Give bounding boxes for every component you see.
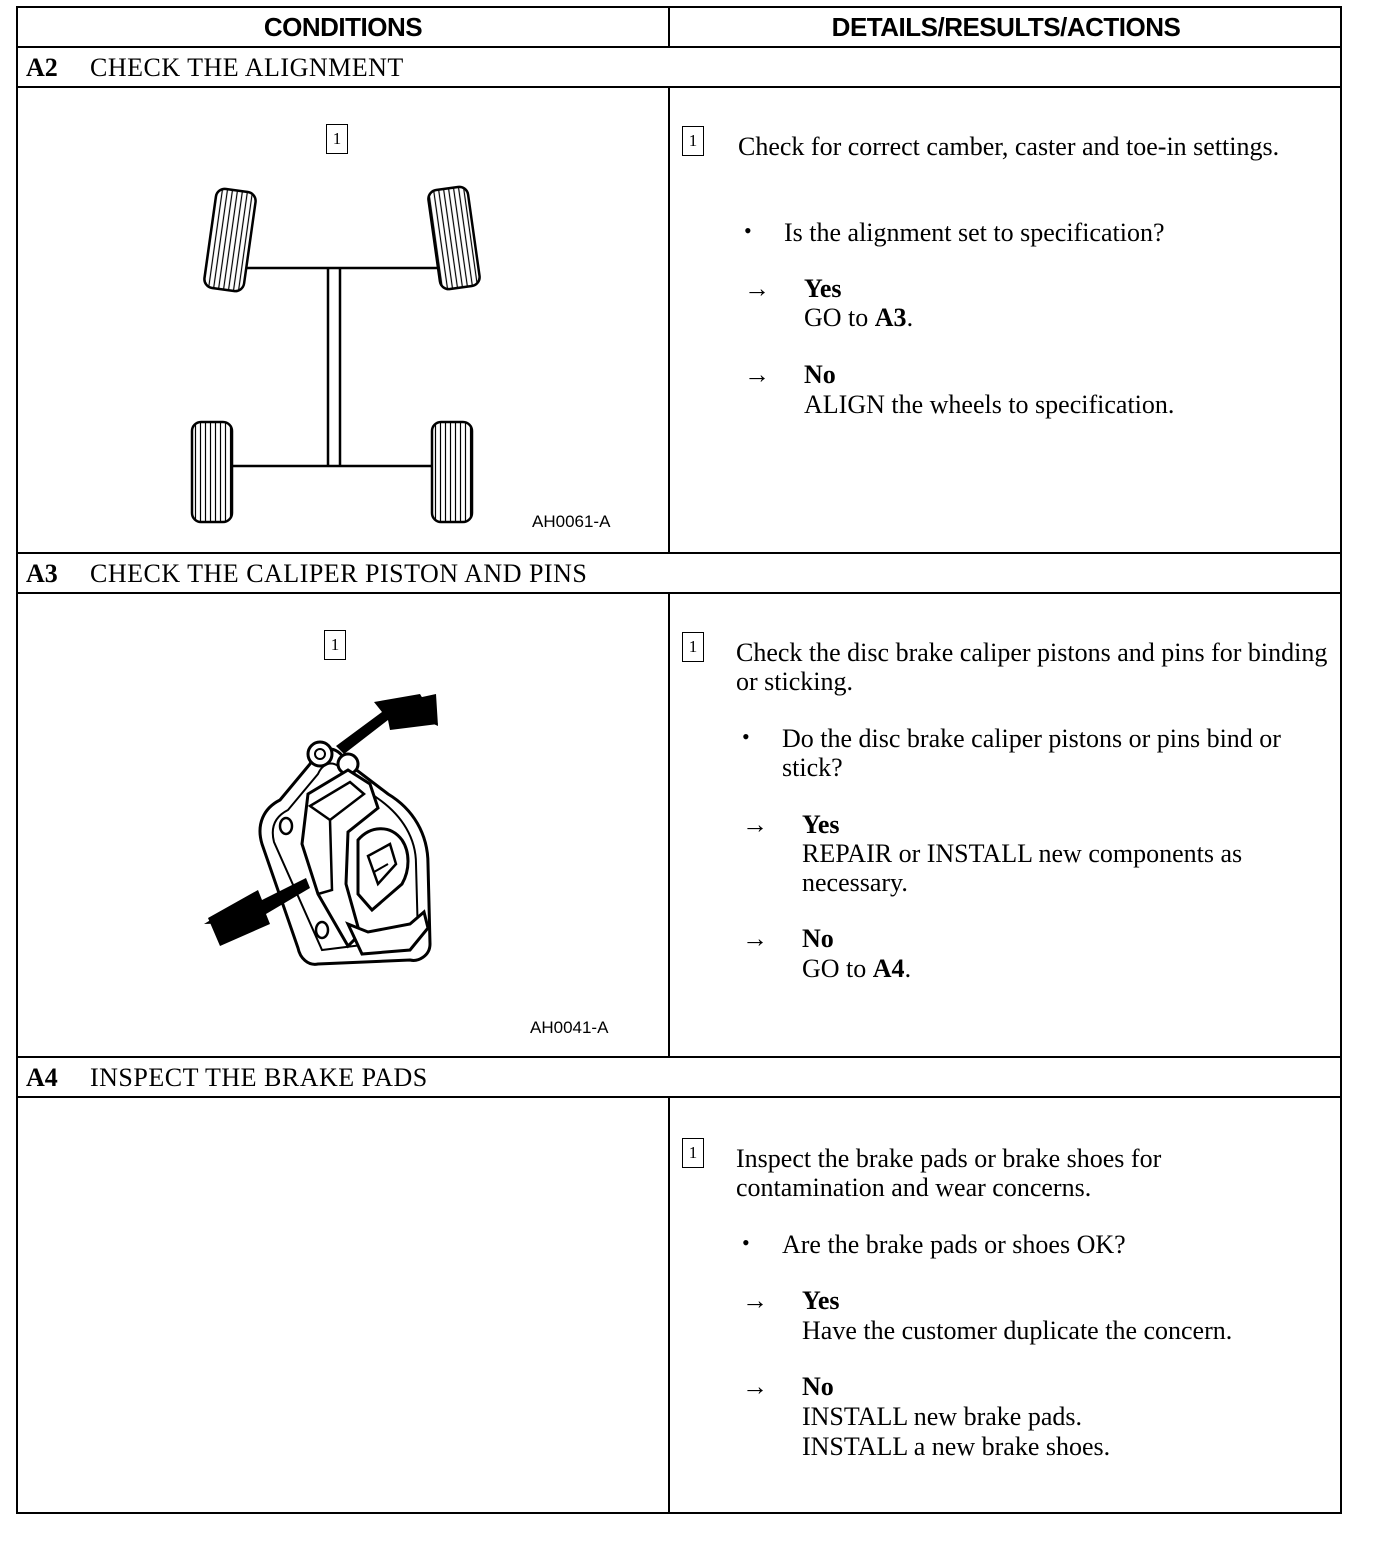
yes-action-suffix: . (906, 303, 914, 332)
step-a2-conditions (18, 88, 670, 552)
arrow-icon: → (742, 1286, 768, 1315)
no-action-suffix: . (904, 954, 912, 983)
yes-action: REPAIR or INSTALL new components as necessary. (802, 839, 1243, 897)
step-id: A2 (26, 53, 58, 82)
yes-action: Have the customer duplicate the concern. (802, 1316, 1233, 1345)
step-title: CHECK THE ALIGNMENT (90, 53, 404, 82)
table-header (18, 8, 1340, 48)
figure-number-box: 1 (326, 124, 348, 154)
question-text: Is the alignment set to specification? (784, 218, 1165, 247)
bullet: • (742, 724, 750, 749)
step-title: CHECK THE CALIPER PISTON AND PINS (90, 559, 588, 588)
wheel-alignment-diagram-icon (18, 88, 670, 554)
step-a4-conditions (18, 1098, 670, 1512)
no-action-line-1: INSTALL new brake pads. (802, 1402, 1082, 1431)
yes-label: Yes (802, 1286, 840, 1315)
step-a4-body (18, 1098, 1340, 1512)
instruction-text: Inspect the brake pads or brake shoes for contamination and wear concerns. (736, 1144, 1162, 1202)
instruction-text: Check the disc brake caliper pistons and pins for binding or sticking. (736, 638, 1328, 696)
arrow-icon: → (742, 810, 768, 839)
arrow-icon: → (744, 360, 770, 389)
question-text: Are the brake pads or shoes OK? (782, 1230, 1126, 1259)
diagnostic-table (16, 6, 1342, 1514)
arrow-icon: → (742, 1372, 768, 1401)
step-id: A3 (26, 559, 58, 588)
no-label: No (802, 1372, 834, 1401)
step-a4-title-row (18, 1058, 1340, 1098)
yes-action (804, 303, 913, 333)
step-title: INSPECT THE BRAKE PADS (90, 1063, 428, 1092)
step-a3-title-row (18, 554, 1340, 594)
question-text: Do the disc brake caliper pistons or pins bind or stick? (782, 724, 1281, 782)
step-a2-details (670, 88, 1340, 552)
yes-action-text: GO to (804, 303, 875, 332)
step-a3-body (18, 594, 1340, 1058)
step-a2-title-row (18, 48, 1340, 88)
bullet: • (744, 218, 752, 243)
figure-code: AH0041-A (530, 1018, 609, 1037)
no-action-text: GO to (802, 954, 873, 983)
step-a2-body (18, 88, 1340, 554)
step-a3-conditions (18, 594, 670, 1056)
instruction-text: Check for correct camber, caster and toe-in settings. (738, 132, 1280, 161)
step-a3-details (670, 594, 1340, 1056)
step-a4-details (670, 1098, 1340, 1512)
yes-action-target: A3 (874, 303, 907, 332)
no-action: ALIGN the wheels to specification. (804, 390, 1175, 419)
brake-caliper-diagram-icon (18, 594, 670, 1058)
step-id: A4 (26, 1063, 58, 1092)
detail-number-box: 1 (682, 1138, 704, 1168)
no-label: No (802, 924, 834, 953)
no-action-target: A4 (872, 954, 905, 983)
figure-number-box: 1 (324, 630, 346, 660)
arrow-icon: → (742, 924, 768, 953)
figure-code: AH0061-A (532, 512, 611, 531)
detail-number-box: 1 (682, 632, 704, 662)
details-header: DETAILS/RESULTS/ACTIONS (831, 12, 1181, 42)
bullet: • (742, 1230, 750, 1255)
conditions-header: CONDITIONS (18, 8, 670, 46)
no-action-line-2: INSTALL a new brake shoes. (802, 1432, 1111, 1461)
yes-label: Yes (804, 274, 842, 303)
arrow-icon: → (744, 274, 770, 303)
no-label: No (804, 360, 836, 389)
yes-label: Yes (802, 810, 840, 839)
detail-number-box: 1 (682, 126, 704, 156)
no-action (802, 954, 911, 984)
